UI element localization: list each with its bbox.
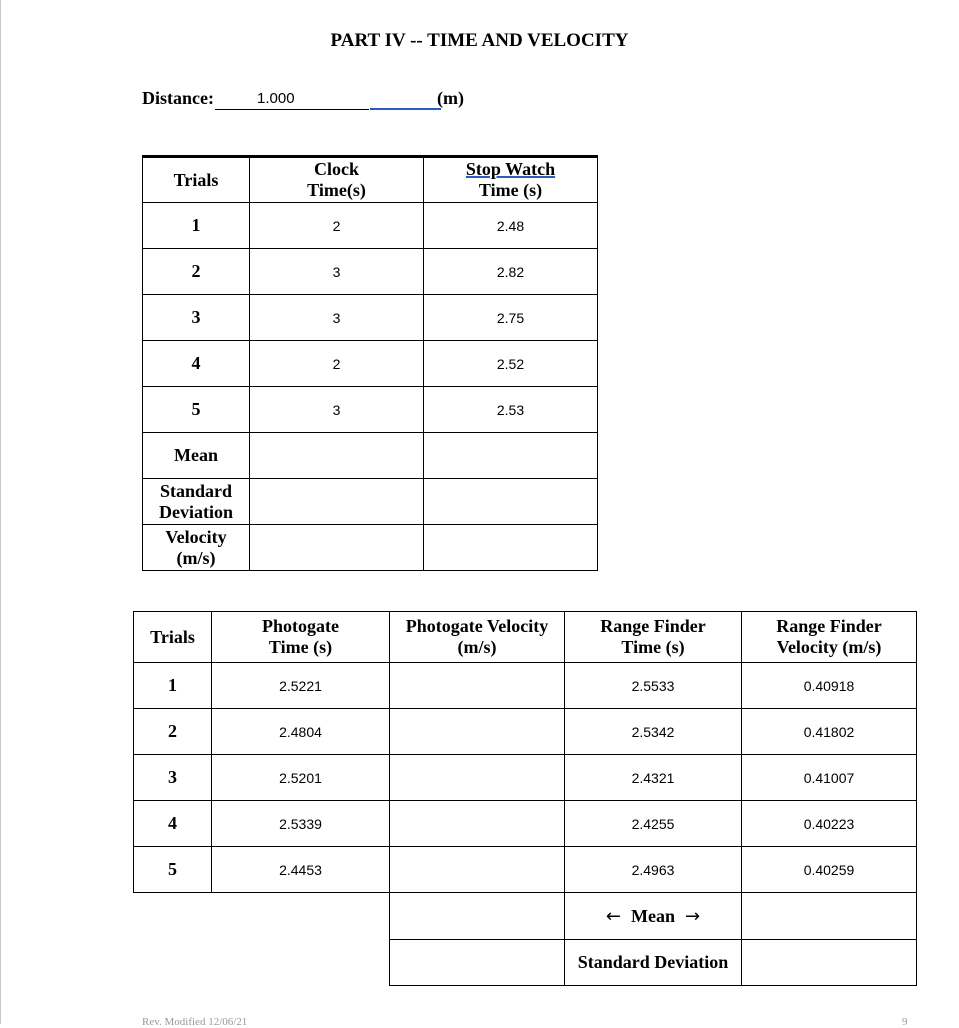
photogate-time-cell[interactable]: 2.5221 [212,663,390,709]
header-rangefinder-time [565,612,742,663]
mean-clock-cell[interactable] [250,433,424,479]
velocity-label-line2: (m/s) [176,547,216,568]
header-trials: Trials [143,157,250,203]
clock-time-cell[interactable]: 3 [250,249,424,295]
header-stopwatch-time [424,157,598,203]
clock-time-cell[interactable]: 2 [250,341,424,387]
stopwatch-time-cell[interactable]: 2.48 [424,203,598,249]
distance-value[interactable]: 1.000 [257,90,295,107]
clock-time-cell[interactable]: 2 [250,203,424,249]
header-pg-time-line1: Photogate [262,616,339,636]
mean-photogate-velocity-cell[interactable] [390,893,565,940]
photogate-velocity-cell[interactable] [390,801,565,847]
header-trials: Trials [134,612,212,663]
header-rf-vel-line2: Velocity (m/s) [776,637,882,657]
mean-label: Mean [143,433,250,479]
header-clock-line1: Clock [314,159,359,179]
page-edge [0,0,1,1024]
photogate-velocity-cell[interactable] [390,755,565,801]
trial-cell: 3 [143,295,250,341]
table-row [143,387,598,433]
table-row [143,249,598,295]
stopwatch-time-cell[interactable]: 2.53 [424,387,598,433]
rangefinder-velocity-cell[interactable]: 0.40918 [742,663,917,709]
table-header-row [143,157,598,203]
std-stopwatch-cell[interactable] [424,479,598,525]
rangefinder-time-cell[interactable]: 2.4321 [565,755,742,801]
page-number: 9 [902,1016,908,1028]
header-rangefinder-velocity [742,612,917,663]
clock-time-cell[interactable]: 3 [250,295,424,341]
empty-cell [212,940,390,986]
photogate-velocity-cell[interactable] [390,709,565,755]
photogate-velocity-cell[interactable] [390,663,565,709]
header-rf-vel-line1: Range Finder [776,616,882,636]
distance-underline [215,109,369,110]
header-photogate-time [212,612,390,663]
trial-cell: 5 [143,387,250,433]
table-row [134,755,917,801]
trial-cell: 4 [143,341,250,387]
mean-rangefinder-velocity-cell[interactable] [742,893,917,940]
table-row [134,663,917,709]
rangefinder-time-cell[interactable]: 2.4963 [565,847,742,893]
std-label-line2: Deviation [159,501,233,522]
mean-label-text: Mean [631,905,675,926]
rangefinder-velocity-cell[interactable]: 0.40223 [742,801,917,847]
distance-underline-blue [370,108,441,110]
header-stop-line2: Time (s) [478,180,543,200]
header-pg-time-line2: Time (s) [268,637,333,657]
photogate-time-cell[interactable]: 2.4804 [212,709,390,755]
distance-unit: (m) [437,88,464,108]
velocity-label-line1: Velocity [165,526,227,547]
rangefinder-velocity-cell[interactable]: 0.41007 [742,755,917,801]
header-stop-line1: Stop Watch [465,159,556,179]
trial-cell: 3 [134,755,212,801]
std-rangefinder-velocity-cell[interactable] [742,940,917,986]
trial-cell: 1 [143,203,250,249]
std-photogate-velocity-cell[interactable] [390,940,565,986]
distance-label: Distance: [142,88,214,108]
std-label: Standard Deviation [565,940,742,986]
std-label-line1: Standard [159,480,233,501]
trial-cell: 2 [134,709,212,755]
trial-cell: 2 [143,249,250,295]
table-row [143,341,598,387]
arrow-left-icon: ← [605,905,621,927]
table-row [134,847,917,893]
stopwatch-time-cell[interactable]: 2.52 [424,341,598,387]
header-rf-time-line1: Range Finder [600,616,706,636]
velocity-stopwatch-cell[interactable] [424,525,598,571]
table-row [143,203,598,249]
trial-cell: 5 [134,847,212,893]
photogate-time-cell[interactable]: 2.4453 [212,847,390,893]
trial-cell: 4 [134,801,212,847]
mean-stopwatch-cell[interactable] [424,433,598,479]
table-row [143,295,598,341]
header-pg-vel-line1: Photogate Velocity [405,616,549,636]
photogate-velocity-cell[interactable] [390,847,565,893]
photogate-time-cell[interactable]: 2.5339 [212,801,390,847]
header-rf-time-line2: Time (s) [621,637,685,657]
clock-time-cell[interactable]: 3 [250,387,424,433]
mean-row [134,893,917,940]
header-photogate-velocity [390,612,565,663]
velocity-row [143,525,598,571]
header-clock-line2: Time(s) [307,180,366,200]
footer-revision: Rev. Modified 12/06/21 [142,1016,248,1028]
velocity-label [143,525,250,571]
photogate-rangefinder-table [133,611,917,986]
photogate-time-cell[interactable]: 2.5201 [212,755,390,801]
rangefinder-time-cell[interactable]: 2.5342 [565,709,742,755]
empty-cell [134,893,212,940]
std-clock-cell[interactable] [250,479,424,525]
std-row [134,940,917,986]
mean-row [143,433,598,479]
empty-cell [212,893,390,940]
clock-stopwatch-table [142,155,598,571]
std-row [143,479,598,525]
std-label [143,479,250,525]
rangefinder-velocity-cell[interactable]: 0.40259 [742,847,917,893]
rangefinder-time-cell[interactable]: 2.5533 [565,663,742,709]
trial-cell: 1 [134,663,212,709]
table-row [134,801,917,847]
table-header-row [134,612,917,663]
empty-cell [134,940,212,986]
mean-label [565,893,742,940]
velocity-clock-cell[interactable] [250,525,424,571]
arrow-right-icon: → [685,905,701,927]
header-clock-time [250,157,424,203]
stopwatch-time-cell[interactable]: 2.82 [424,249,598,295]
stopwatch-time-cell[interactable]: 2.75 [424,295,598,341]
table-row [134,709,917,755]
header-pg-vel-line2: (m/s) [457,637,497,657]
rangefinder-velocity-cell[interactable]: 0.41802 [742,709,917,755]
rangefinder-time-cell[interactable]: 2.4255 [565,801,742,847]
page-title: PART IV -- TIME AND VELOCITY [330,30,629,51]
